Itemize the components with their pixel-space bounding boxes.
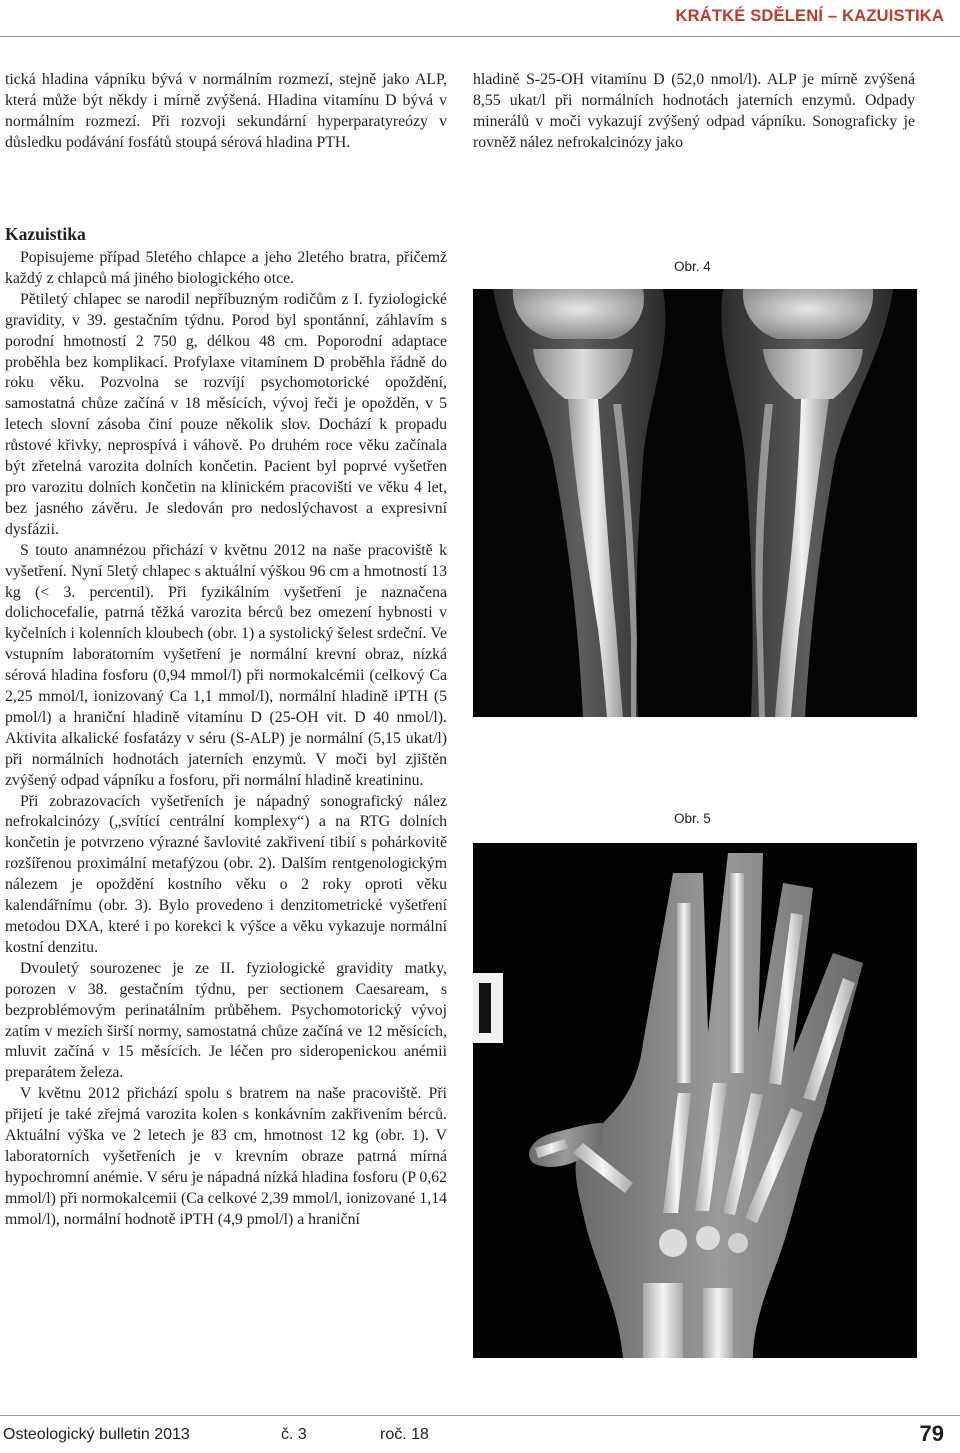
intro-right-column xyxy=(473,70,915,154)
paragraph: Dvouletý sourozenec je ze II. fyziologické gravidity matky, porozen v 38. gestačním týdnu, per sectionem Caesaream, s bezproblémovým perinatálním průběhem. Psychomotorický vývoj zatím v mezích širší normy, samostatná chůze začíná ve 12 měsících, mluvit začíná v 15 měsících. Je léčen pro sideropenickou anémii preparátem železa. xyxy=(5,959,447,1082)
volume-number: roč. 18 xyxy=(380,1426,429,1443)
section-heading: Kazuistika xyxy=(5,224,86,244)
paragraph: hladině S-25-OH vitamínu D (52,0 nmol/l). ALP je mírně zvýšená 8,55 ukat/l při normálních hodnotách jaterních enzymů. Odpady minerálů v moči vykazují zvýšený odpad vápníku. Sonograficky je rovněž nález nefrokalcinózy jako xyxy=(473,71,915,151)
paragraph: V květnu 2012 přichází spolu s bratrem na naše pracoviště. Při přijetí je také zřejmá varozita kolen s konkávním zakřivením bérců. Aktuální výška ve 2 letech je 83 cm, hmotnost 12 kg (obr. 1). V laboratorních vyšetřeních je v krevním obraze patrná mírná hypochromní anémie. V séru je nápadná nízká hladina fosforu (P 0,62 mmol/l) při normokalcemii (Ca celkové 2,39 mmol/l, ionizované 1,14 mmol/l), normální hodnotě iPTH (4,9 pmol/l) a hraniční xyxy=(5,1085,447,1228)
figure-label: Obr. 4 xyxy=(674,259,711,274)
paragraph: Pětiletý chlapec se narodil nepříbuzným rodičům z I. fyziologické gravidity, v 39. gestačním týdnu. Porod byl spontánní, záhlavím s porodní hmotností 2 750 g, délkou 48 cm. Poporodní adaptace proběhla bez komplikací. Profylaxe vitamínem D proběhla řádně do roku věku. Pozvolna se rozvíjí psychomotorické opoždění, samostatná chůze začíná v 18 měsících, vývoj řeči je opožděn, v 5 letech slovní zásoba činí pouze několik slov. Dochází k propadu růstové křivky, neprospívá i váhově. Po druhém roce věku začínala být zřetelná varozita dolních končetin. Pacient byl poprvé vyšetřen pro varozitu dolních končetin na klinickém pracovišti ve věku 4 let, bez jasného závěru. Je sledován pro nedoslýchavost a expresivní dysfázii. xyxy=(5,290,447,538)
paragraph: S touto anamnézou přichází v květnu 2012 na naše pracoviště k vyšetření. Nyní 5letý chlapec s aktuální výškou 96 cm a hmotností 13 kg (< 3. percentil). Při fyzikálním vyšetření je naznačena dolichocefalie, patrná těžká varozita bérců bez omezení hybnosti v kyčelních i kolenních kloubech (obr. 1) a systolický šelest srdeční. Ve vstupním laboratorním vyšetření je normální krevní obraz, nízká sérová hladina fosforu (0,94 mmol/l) při normokalcémii (celkový Ca 2,25 mmol/l, ionizovaný Ca 1,1 mmol/l), normální hladině iPTH (5 pmol/l) a hraniční hladině vitamínu D (25-OH vit. D 40 nmol/l). Aktivita alkalické fosfatázy v séru (S-ALP) je normální (5,15 ukat/l) při normálních hodnotách jaterních enzymů. V moči byl zjištěn zvýšený odpad vápníku a fosforu, při normální hladině kreatininu. xyxy=(5,541,447,789)
journal-name: Osteologický bulletin 2013 xyxy=(3,1426,190,1443)
figure-xray-hand xyxy=(473,843,917,1358)
figure-label: Obr. 5 xyxy=(674,811,711,826)
paragraph: Při zobrazovacích vyšetřeních je nápadný sonografický nález nefrokalcinózy („svítící centrální komplexy“) a na RTG dolních končetin je potvrzeno výrazné šavlovité zakřivení tibií s pohárkovitě rozšířenou proximální metafýzou (obr. 2). Dalším rentgenologickým nálezem je opoždění kostního věku o 2 roky oproti věku kalendářnímu (obr. 3). Bylo provedeno i denzitometrické vyšetření metodou DXA, které i po korekci k výšce a věku vykazuje normální kostní denzitu. xyxy=(5,792,447,956)
section-title: KRÁTKÉ SDĚLENÍ – KAZUISTIKA xyxy=(675,7,944,25)
intro-left-column xyxy=(5,70,447,154)
page-footer xyxy=(0,1415,960,1453)
page-header xyxy=(0,0,960,37)
xray-hand-image xyxy=(473,843,917,1358)
paragraph: Popisujeme případ 5letého chlapce a jeho 2letého bratra, přičemž každý z chlapců má jiného biologického otce. xyxy=(5,249,447,287)
xray-legs-image xyxy=(473,289,917,717)
paragraph: tická hladina vápníku bývá v normálním rozmezí, stejně jako ALP, která může být někdy i mírně zvýšená. Hladina vitamínu D bývá v normálním rozmezí. Při rozvoji sekundární hyperparatyreózy v důsledku podávání fosfátů stoupá sérová hladina PTH. xyxy=(5,71,447,151)
page-number: 79 xyxy=(919,1421,944,1446)
side-marker xyxy=(473,973,503,1043)
case-report-column xyxy=(5,222,447,1231)
figure-xray-legs xyxy=(473,289,917,717)
issue-number: č. 3 xyxy=(281,1426,307,1443)
